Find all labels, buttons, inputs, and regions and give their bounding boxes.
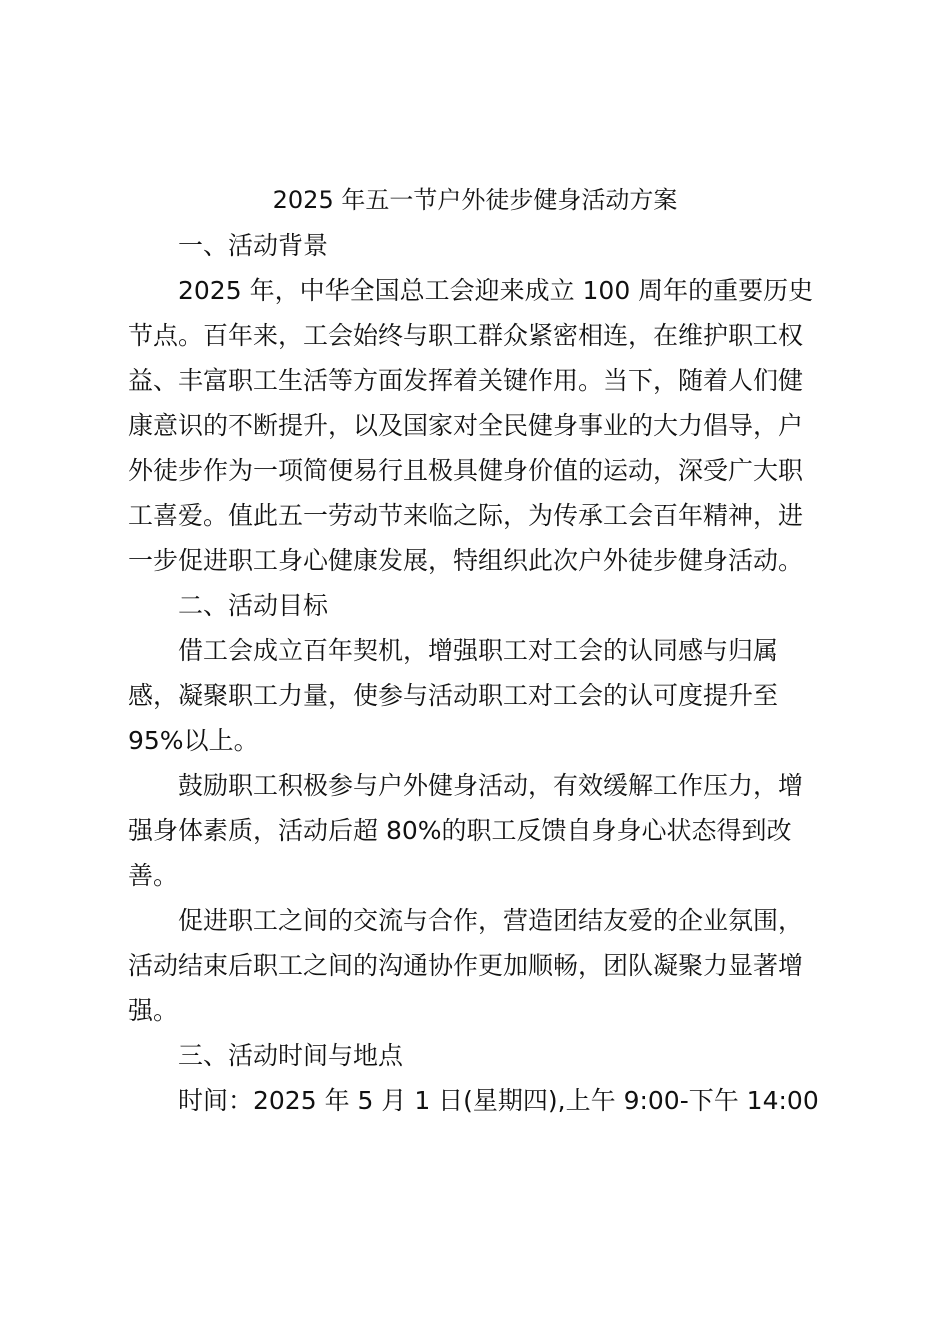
- paragraph-line: 2025 年，中华全国总工会迎来成立 100 周年的重要历史: [178, 276, 814, 305]
- paragraph-line: 促进职工之间的交流与合作，营造团结友爱的企业氛围，: [178, 906, 804, 935]
- paragraph-line: 活动结束后职工之间的沟通协作更加顺畅，团队凝聚力显著增: [128, 951, 804, 980]
- paragraph-line: 善。: [128, 861, 179, 890]
- section-heading-goals: 二、活动目标: [178, 591, 329, 620]
- paragraph-line: 强。: [128, 996, 179, 1025]
- paragraph-line: 强身体素质，活动后超 80%的职工反馈自身身心状态得到改: [128, 816, 792, 845]
- document-title: 2025 年五一节户外徒步健身活动方案: [272, 186, 678, 214]
- paragraph-line: 一步促进职工身心健康发展，特组织此次户外徒步健身活动。: [128, 546, 804, 575]
- time-line: 时间：2025 年 5 月 1 日(星期四),上午 9:00-下午 14:00: [178, 1086, 819, 1115]
- section-heading-time-place: 三、活动时间与地点: [178, 1041, 404, 1070]
- paragraph-line: 益、丰富职工生活等方面发挥着关键作用。当下，随着人们健: [128, 366, 804, 395]
- paragraph-line: 感，凝聚职工力量，使参与活动职工对工会的认可度提升至: [128, 681, 779, 710]
- section-heading-background: 一、活动背景: [178, 231, 329, 260]
- paragraph-line: 鼓励职工积极参与户外健身活动，有效缓解工作压力，增: [178, 771, 804, 800]
- paragraph-line: 外徒步作为一项简便易行且极具健身价值的运动，深受广大职: [128, 456, 804, 485]
- paragraph-line: 借工会成立百年契机，增强职工对工会的认同感与归属: [178, 636, 779, 665]
- paragraph-line: 康意识的不断提升，以及国家对全民健身事业的大力倡导，户: [128, 411, 804, 440]
- paragraph-line: 95%以上。: [128, 726, 259, 755]
- paragraph-line: 工喜爱。值此五一劳动节来临之际，为传承工会百年精神，进: [128, 501, 804, 530]
- paragraph-line: 节点。百年来，工会始终与职工群众紧密相连，在维护职工权: [128, 321, 804, 350]
